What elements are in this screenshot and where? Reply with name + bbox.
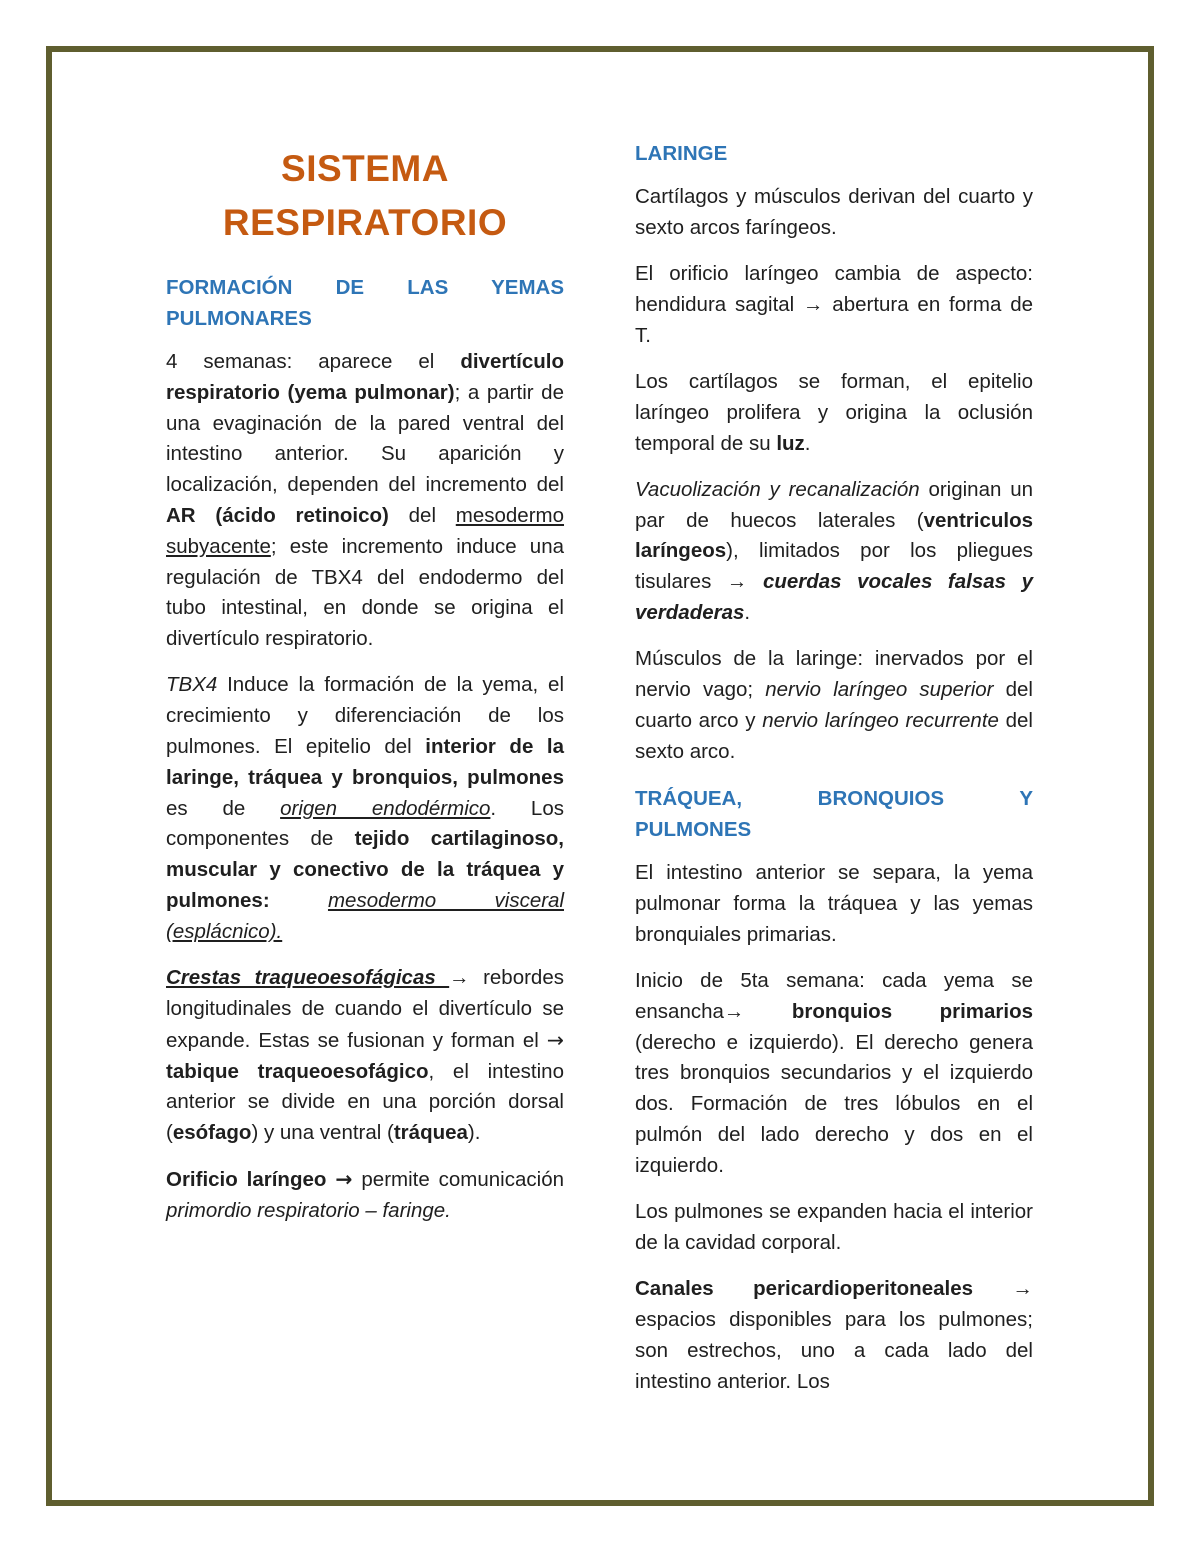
paragraph-diverticulo: 4 semanas: aparece el divertículo respiratorio (yema pulmonar); a partir de una evaginación de la pared ventral del intestino anterior. Su aparición y localización, dependen del incremento del AR (ácido retinoico) del mesodermo subyacente; este incremento induce una regulación de TBX4 del endodermo del tubo intestinal, en donde se origina el divertículo respiratorio. bbox=[166, 350, 565, 651]
heading-yemas-pulmonares: FORMACIÓN DE LAS YEMAS PULMONARES bbox=[166, 276, 564, 330]
paragraph-orificio-laringeo: El orificio laríngeo cambia de aspecto: hendidura sagital → abertura en forma de T. bbox=[635, 262, 1033, 347]
page-title: SISTEMA RESPIRATORIO bbox=[222, 148, 508, 243]
paragraph-quinta-semana: Inicio de 5ta semana: cada yema se ensancha→ bronquios primarios (derecho e izquierdo). El derecho genera tres bronquios secundarios y el izquierdo dos. Formación de tres lóbulos en el pulmón del lado derecho y dos en el izquierdo. bbox=[635, 968, 1033, 1177]
paragraph-expansion: Los pulmones se expanden hacia el interior de la cavidad corporal. bbox=[635, 1200, 1033, 1254]
paragraph-orificio: Orificio laríngeo → permite comunicación primordio respiratorio – faringe. bbox=[166, 1167, 564, 1223]
paragraph-intestino-anterior: El intestino anterior se separa, la yema pulmonar forma la tráquea y las yemas bronquiales primarias. bbox=[635, 861, 1033, 946]
paragraph-vacuolizacion: Vacuolización y recanalización originan un par de huecos laterales (ventriculos laríngeos), limitados por los pliegues tisulares → cuerdas vocales falsas y verdaderas. bbox=[635, 477, 1033, 625]
paragraph-crestas: Crestas traqueoesofágicas → rebordes longitudinales de cuando el divertículo se expande. Estas se fusionan y forman el → tabique traqueoesofágico, el intestino anterior se divide en una porción dorsal (esófago) y una ventral (tráquea). bbox=[166, 966, 564, 1145]
right-column bbox=[635, 138, 1033, 1413]
paragraph-cartilagos: Cartílagos y músculos derivan del cuarto y sexto arcos faríngeos. bbox=[635, 185, 1033, 239]
paragraph-epitelio: Los cartílagos se forman, el epitelio laríngeo prolifera y origina la oclusión temporal de su luz. bbox=[635, 369, 1033, 455]
paragraph-canales: Canales pericardioperitoneales → espacios disponibles para los pulmones; son estrechos, uno a cada lado del intestino anterior. Los bbox=[635, 1277, 1033, 1393]
heading-traquea-bronquios: TRÁQUEA, BRONQUIOS Y PULMONES bbox=[635, 787, 1033, 842]
left-column bbox=[166, 142, 564, 1243]
paragraph-tbx4: TBX4 Induce la formación de la yema, el crecimiento y diferenciación de los pulmones. El epitelio del interior de la laringe, tráquea y bronquios, pulmones es de origen endodérmico. Los componentes de tejido cartilaginoso, muscular y conectivo de la tráquea y pulmones: mesodermo visceral (esplácnico). bbox=[166, 673, 565, 943]
heading-laringe: LARINGE bbox=[635, 142, 728, 165]
paragraph-musculos: Músculos de la laringe: inervados por el nervio vago; nervio laríngeo superior del cuarto arco y nervio laríngeo recurrente del sexto arco. bbox=[635, 647, 1033, 763]
